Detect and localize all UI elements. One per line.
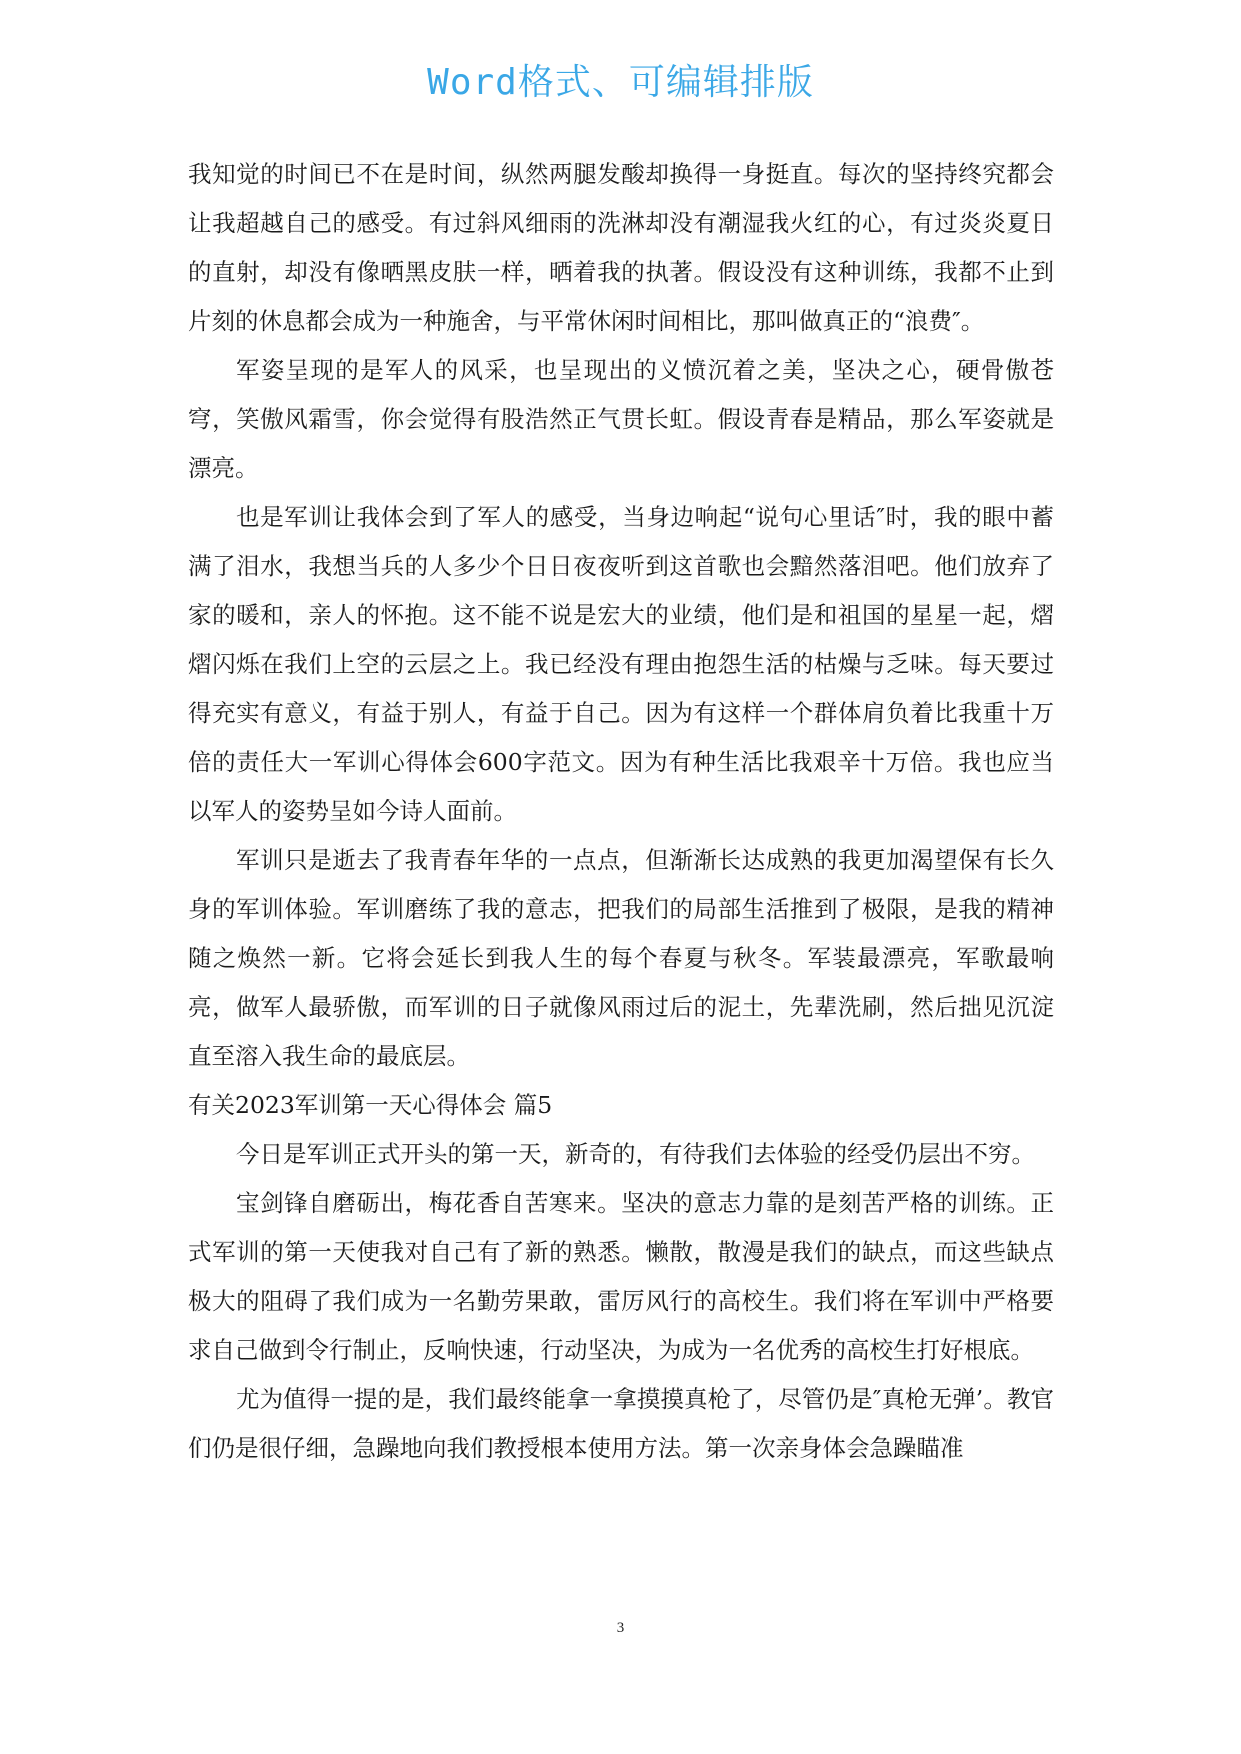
section-heading: 有关2023军训第一天心得体会 篇5: [188, 1091, 553, 1119]
paragraph: 也是军训让我体会到了军人的感受，当身边响起“说句心里话″时，我的眼中蓄满了泪水，我想当兵的人多少个日日夜夜听到这首歌也会黯然落泪吧。他们放弃了家的暖和，亲人的怀抱。这不能不说是宏大的业绩，他们是和祖国的星星一起，熠熠闪烁在我们上空的云层之上。我已经没有理由抱怨生活的枯燥与乏味。每天要过得充实有意义，有益于别人，有益于自己。因为有这样一个群体肩负着比我重十万倍的责任大一军训心得体会600字范文。因为有种生活比我艰辛十万倍。我也应当以军人的姿势呈如今诗人面前。: [188, 503, 1054, 825]
paragraph: 尤为值得一提的是，我们最终能拿一拿摸摸真枪了，尽管仍是″真枪无弹’。教官们仍是很仔细，急躁地向我们教授根本使用方法。第一次亲身体会急躁瞄准: [188, 1385, 1054, 1462]
paragraph: 今日是军训正式开头的第一天，新奇的，有待我们去体验的经受仍层出不穷。: [236, 1140, 1035, 1168]
paragraph: 军训只是逝去了我青春年华的一点点，但渐渐长达成熟的我更加渴望保有长久身的军训体验。军训磨练了我的意志，把我们的局部生活推到了极限，是我的精神随之焕然一新。它将会延长到我人生的每个春夏与秋冬。军装最漂亮，军歌最响亮，做军人最骄傲，而军训的日子就像风雨过后的泥土，先辈洗刷，然后拙见沉淀直至溶入我生命的最底层。: [188, 846, 1054, 1070]
paragraph-continued: 我知觉的时间已不在是时间，纵然两腿发酸却换得一身挺直。每次的坚持终究都会让我超越自己的感受。有过斜风细雨的洗淋却没有潮湿我火红的心，有过炎炎夏日的直射，却没有像晒黑皮肤一样，晒着我的执著。假设没有这种训练，我都不止到片刻的休息都会成为一种施舍，与平常休闲时间相比，那叫做真正的“浪费″。: [188, 160, 1054, 335]
paragraph: 宝剑锋自磨砺出，梅花香自苦寒来。坚决的意志力靠的是刻苦严格的训练。正式军训的第一天使我对自己有了新的熟悉。懒散，散漫是我们的缺点，而这些缺点极大的阻碍了我们成为一名勤劳果敢，雷厉风行的高校生。我们将在军训中严格要求自己做到令行制止，反响快速，行动坚决，为成为一名优秀的高校生打好根底。: [188, 1189, 1054, 1364]
paragraph: 军姿呈现的是军人的风采，也呈现出的义愤沉着之美，坚决之心，硬骨傲苍穹，笑傲风霜雪，你会觉得有股浩然正气贯长虹。假设青春是精品，那么军姿就是漂亮。: [188, 356, 1054, 482]
header-title: Word格式、可编辑排版: [427, 62, 814, 103]
page-number: 3: [616, 1620, 625, 1636]
body-content: [188, 150, 1054, 1473]
